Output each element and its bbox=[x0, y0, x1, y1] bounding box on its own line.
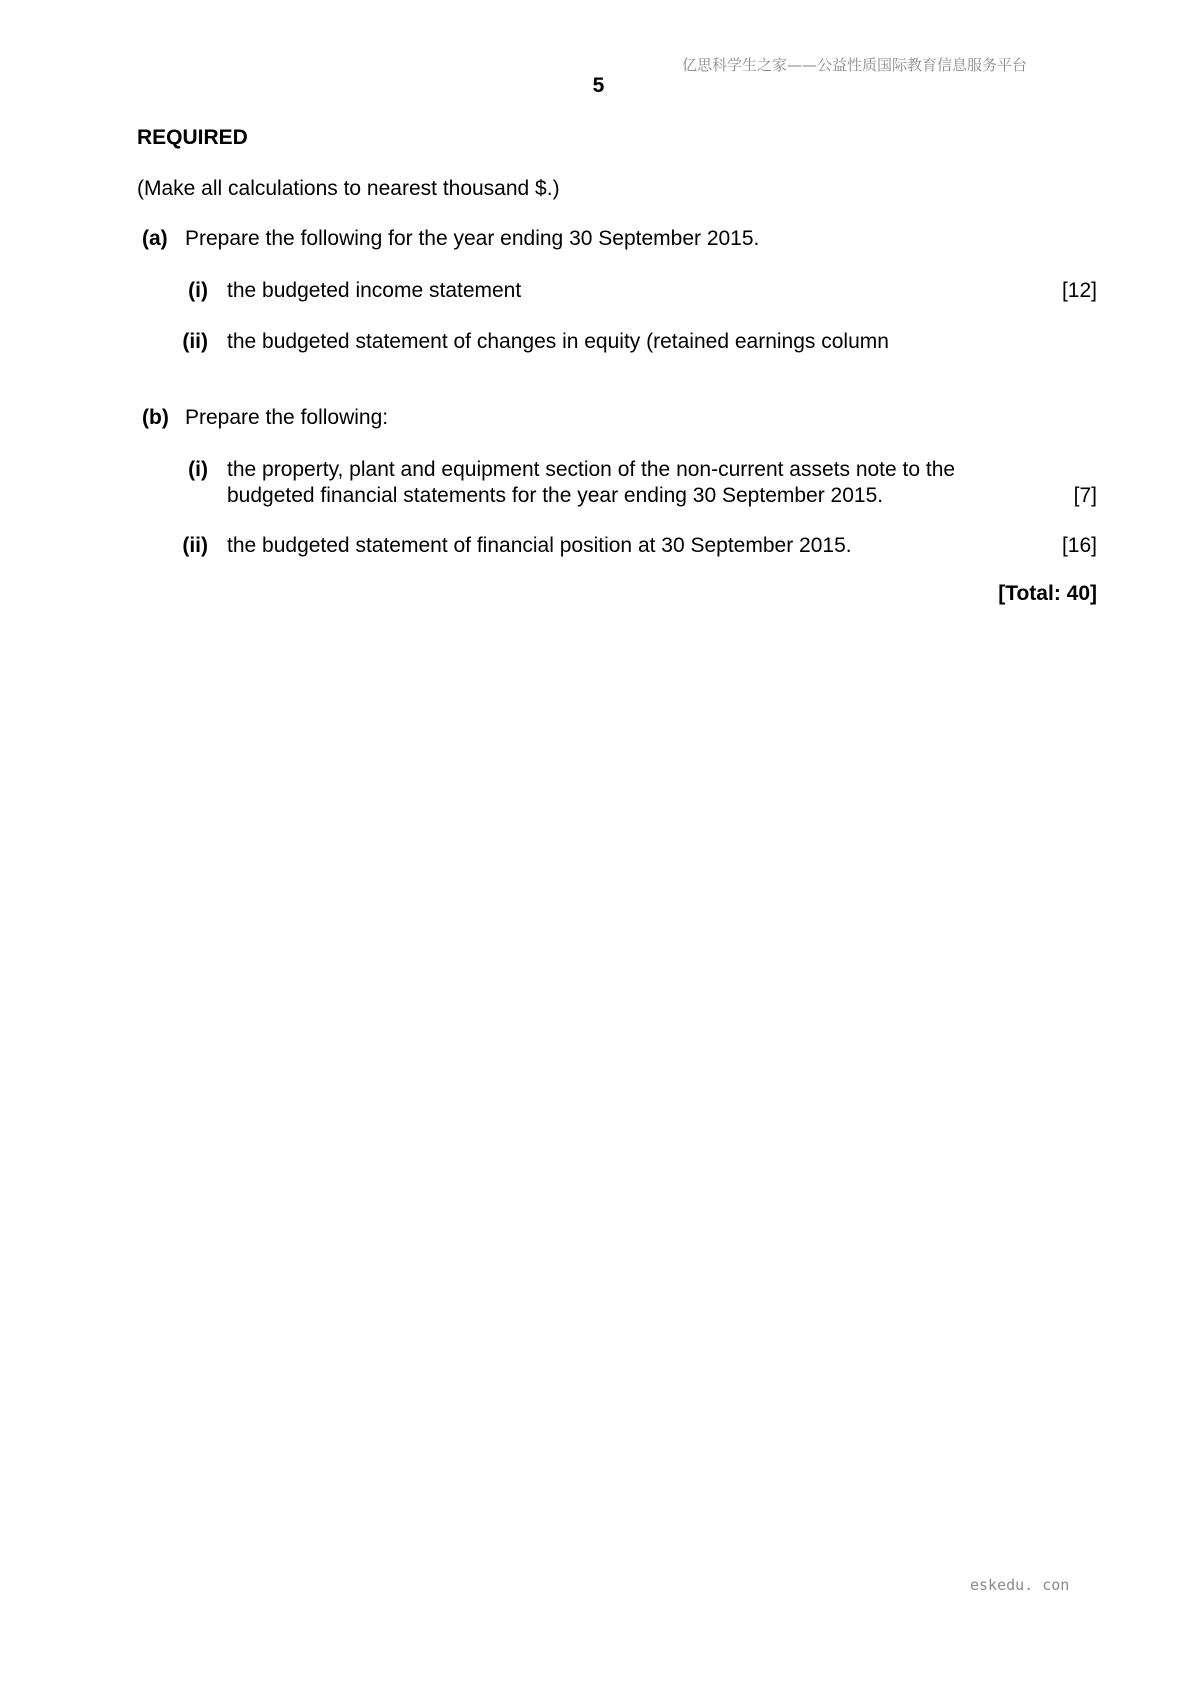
part-b-item-marks: [7] bbox=[1073, 484, 1097, 507]
calculation-note: (Make all calculations to nearest thousand $.) bbox=[137, 177, 560, 200]
part-a-item-label: (ii) bbox=[182, 330, 208, 353]
part-a-item-label: (i) bbox=[188, 279, 208, 302]
part-a-text: Prepare the following for the year ending 30 September 2015. bbox=[185, 227, 760, 250]
page-number: 5 bbox=[592, 74, 605, 97]
part-b-text: Prepare the following: bbox=[185, 406, 389, 429]
part-a-label: (a) bbox=[142, 227, 168, 250]
part-a-item-marks: [12] bbox=[1061, 279, 1097, 302]
watermark-bottom: eskedu. con bbox=[970, 1576, 1070, 1594]
part-b-item-label: (ii) bbox=[182, 534, 208, 557]
part-a-item-text: the budgeted income statement bbox=[227, 279, 522, 302]
total-marks: [Total: 40] bbox=[998, 582, 1097, 605]
part-b-label: (b) bbox=[142, 406, 169, 429]
part-b-item-label: (i) bbox=[188, 458, 208, 481]
part-a-item-text: the budgeted statement of changes in equity (retained earnings column bbox=[227, 330, 889, 353]
part-b-item-text: the budgeted statement of financial position at 30 September 2015. bbox=[227, 534, 852, 557]
watermark-top: 亿思科学生之家——公益性质国际教育信息服务平台 bbox=[682, 56, 1028, 74]
part-b-item-text: the property, plant and equipment section of the non-current assets note to the budgeted financial statements for the year ending 30 September 2015. bbox=[227, 458, 956, 507]
section-heading: REQUIRED bbox=[137, 126, 248, 149]
part-b-item-marks: [16] bbox=[1061, 534, 1097, 557]
